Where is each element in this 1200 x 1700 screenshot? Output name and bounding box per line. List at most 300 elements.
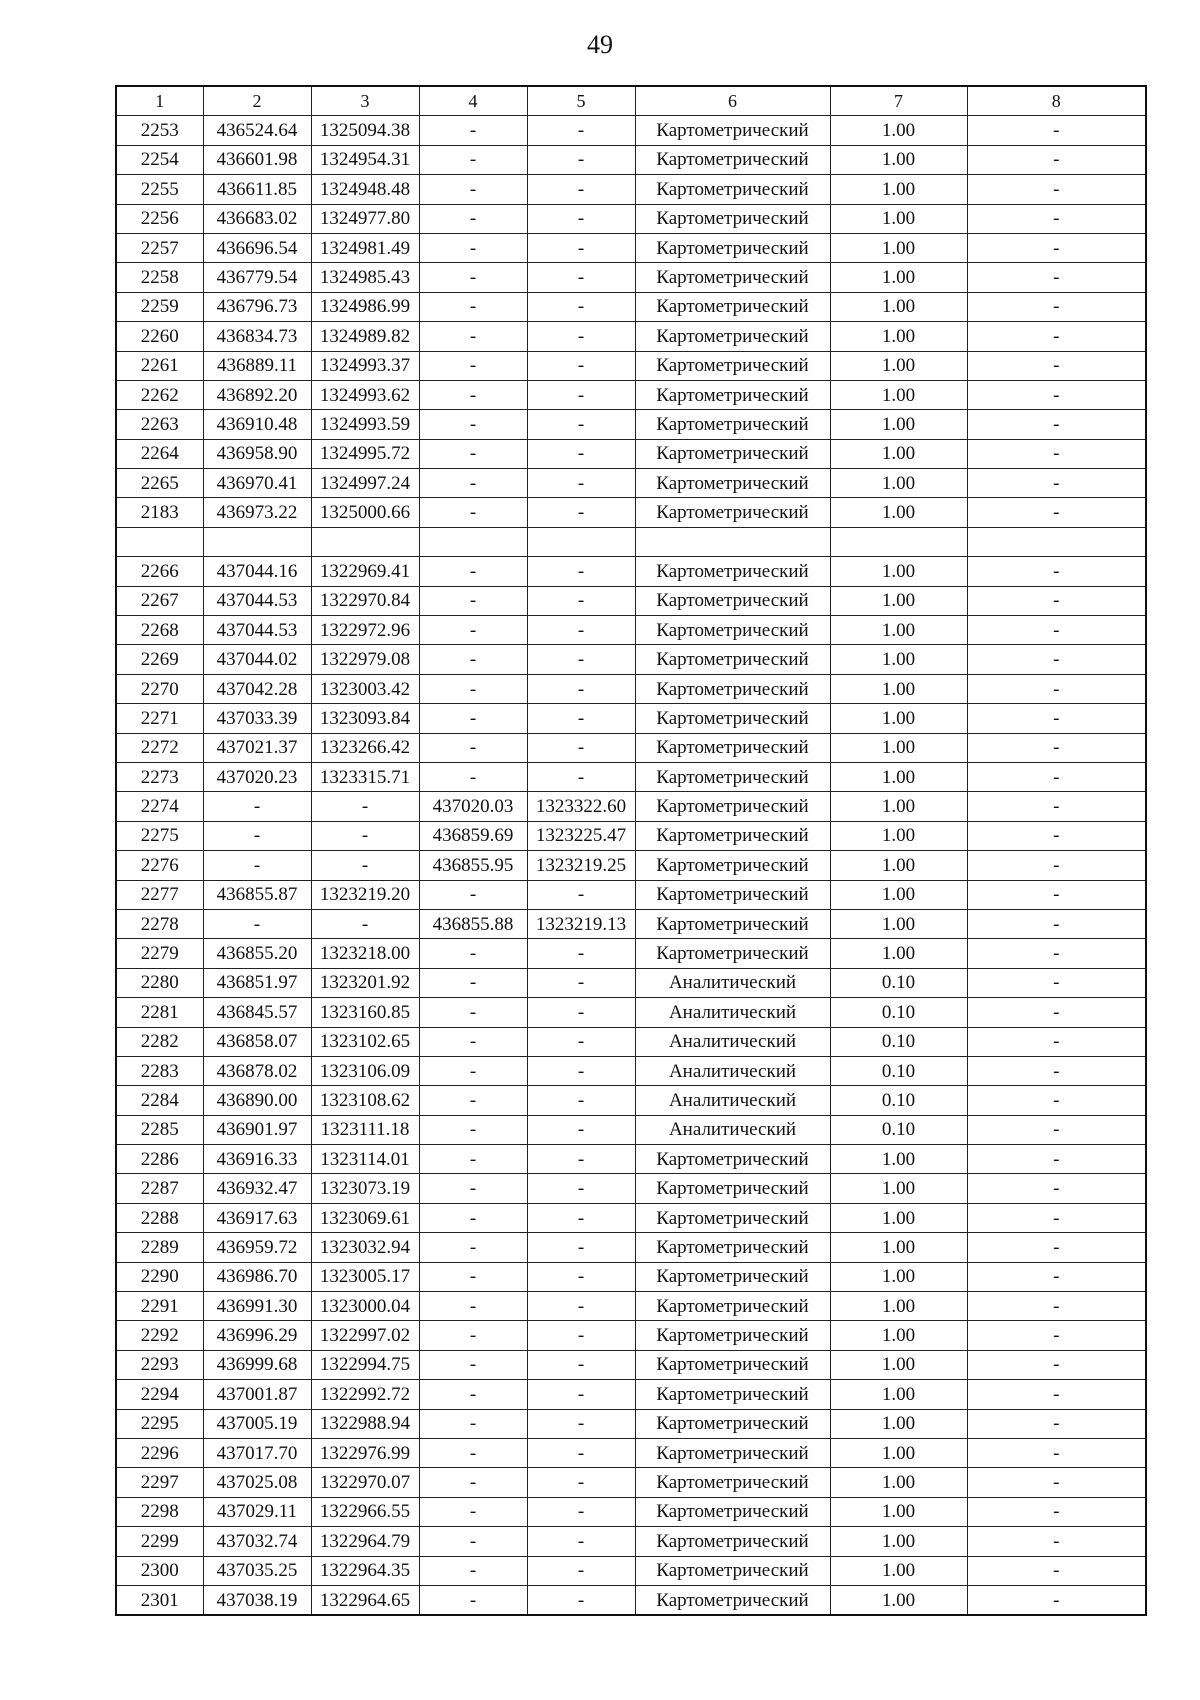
x-coordinate-cell: 436855.87 [203, 880, 311, 909]
x-coordinate-cell: 436683.02 [203, 204, 311, 233]
method-cell: Картометрический [635, 616, 830, 645]
y-coordinate-cell: 1323000.04 [311, 1292, 419, 1321]
y-coordinate-alt-cell: - [527, 1086, 635, 1115]
x-coordinate-cell: 436996.29 [203, 1321, 311, 1350]
table-row [116, 1350, 1146, 1379]
y-coordinate-alt-cell: - [527, 1321, 635, 1350]
y-coordinate-cell: - [311, 821, 419, 850]
table-row [116, 469, 1146, 498]
description-cell: - [967, 616, 1146, 645]
coordinates-table [115, 85, 1147, 1616]
accuracy-cell: 1.00 [830, 645, 967, 674]
x-coordinate-cell: 436986.70 [203, 1262, 311, 1291]
x-coordinate-alt-cell: - [419, 1262, 527, 1291]
point-number-cell: 2288 [116, 1203, 203, 1232]
x-coordinate-cell: 436973.22 [203, 498, 311, 527]
method-cell: Аналитический [635, 1115, 830, 1144]
description-cell: - [967, 1556, 1146, 1585]
accuracy-cell: 1.00 [830, 674, 967, 703]
y-coordinate-alt-cell: - [527, 674, 635, 703]
table-row [116, 1027, 1146, 1056]
table-row [116, 968, 1146, 997]
y-coordinate-alt-cell: - [527, 145, 635, 174]
y-coordinate-alt-cell: - [527, 1115, 635, 1144]
column-header: 5 [527, 86, 635, 116]
x-coordinate-cell: - [203, 792, 311, 821]
description-cell: - [967, 380, 1146, 409]
table-row [116, 1585, 1146, 1615]
x-coordinate-alt-cell: - [419, 880, 527, 909]
method-cell: Картометрический [635, 469, 830, 498]
description-cell: - [967, 880, 1146, 909]
point-number-cell: 2256 [116, 204, 203, 233]
x-coordinate-alt-cell: - [419, 322, 527, 351]
point-number-cell: 2294 [116, 1380, 203, 1409]
table-row [116, 292, 1146, 321]
x-coordinate-cell: 436779.54 [203, 263, 311, 292]
y-coordinate-cell: 1323218.00 [311, 939, 419, 968]
x-coordinate-alt-cell: - [419, 1497, 527, 1526]
point-number-cell: 2262 [116, 380, 203, 409]
method-cell: Картометрический [635, 645, 830, 674]
point-number-cell: 2287 [116, 1174, 203, 1203]
table-row [116, 1468, 1146, 1497]
point-number-cell: 2266 [116, 557, 203, 586]
description-cell: - [967, 557, 1146, 586]
y-coordinate-alt-cell: - [527, 968, 635, 997]
y-coordinate-cell [311, 527, 419, 556]
accuracy-cell: 1.00 [830, 733, 967, 762]
description-cell: - [967, 1262, 1146, 1291]
method-cell: Картометрический [635, 851, 830, 880]
table-row [116, 439, 1146, 468]
table-row [116, 145, 1146, 174]
accuracy-cell: 1.00 [830, 1380, 967, 1409]
y-coordinate-alt-cell: - [527, 1468, 635, 1497]
x-coordinate-cell: 436890.00 [203, 1086, 311, 1115]
y-coordinate-cell: 1324986.99 [311, 292, 419, 321]
point-number-cell: 2291 [116, 1292, 203, 1321]
accuracy-cell: 1.00 [830, 1409, 967, 1438]
x-coordinate-alt-cell: - [419, 1027, 527, 1056]
method-cell: Картометрический [635, 1438, 830, 1467]
x-coordinate-cell: 436611.85 [203, 175, 311, 204]
accuracy-cell: 1.00 [830, 292, 967, 321]
column-header: 2 [203, 86, 311, 116]
accuracy-cell: 1.00 [830, 322, 967, 351]
method-cell: Картометрический [635, 380, 830, 409]
y-coordinate-alt-cell: - [527, 263, 635, 292]
method-cell: Картометрический [635, 1233, 830, 1262]
table-row [116, 851, 1146, 880]
y-coordinate-alt-cell: - [527, 1056, 635, 1085]
description-cell: - [967, 704, 1146, 733]
x-coordinate-alt-cell: - [419, 1233, 527, 1262]
point-number-cell: 2254 [116, 145, 203, 174]
point-number-cell: 2283 [116, 1056, 203, 1085]
point-number-cell: 2261 [116, 351, 203, 380]
table-row [116, 175, 1146, 204]
column-header: 1 [116, 86, 203, 116]
y-coordinate-alt-cell: 1323225.47 [527, 821, 635, 850]
description-cell: - [967, 733, 1146, 762]
table-row [116, 616, 1146, 645]
x-coordinate-alt-cell: - [419, 351, 527, 380]
method-cell: Картометрический [635, 821, 830, 850]
x-coordinate-cell: 436958.90 [203, 439, 311, 468]
description-cell: - [967, 851, 1146, 880]
y-coordinate-alt-cell: - [527, 351, 635, 380]
x-coordinate-alt-cell: - [419, 1145, 527, 1174]
table-row [116, 1497, 1146, 1526]
accuracy-cell: 1.00 [830, 145, 967, 174]
x-coordinate-alt-cell: - [419, 645, 527, 674]
point-number-cell: 2279 [116, 939, 203, 968]
point-number-cell: 2300 [116, 1556, 203, 1585]
table-row [116, 1233, 1146, 1262]
x-coordinate-cell: 436878.02 [203, 1056, 311, 1085]
description-cell: - [967, 674, 1146, 703]
x-coordinate-alt-cell: - [419, 998, 527, 1027]
x-coordinate-cell: 437033.39 [203, 704, 311, 733]
y-coordinate-alt-cell: - [527, 1556, 635, 1585]
method-cell: Картометрический [635, 1145, 830, 1174]
x-coordinate-alt-cell: - [419, 410, 527, 439]
y-coordinate-alt-cell: - [527, 1027, 635, 1056]
accuracy-cell: 1.00 [830, 1233, 967, 1262]
x-coordinate-alt-cell: - [419, 1527, 527, 1556]
description-cell: - [967, 1497, 1146, 1526]
table-row [116, 1056, 1146, 1085]
description-cell: - [967, 116, 1146, 145]
accuracy-cell: 1.00 [830, 1174, 967, 1203]
description-cell: - [967, 1145, 1146, 1174]
accuracy-cell: 1.00 [830, 939, 967, 968]
column-header: 4 [419, 86, 527, 116]
x-coordinate-cell: 437044.53 [203, 616, 311, 645]
method-cell: Аналитический [635, 998, 830, 1027]
point-number-cell: 2255 [116, 175, 203, 204]
y-coordinate-cell: 1323111.18 [311, 1115, 419, 1144]
x-coordinate-alt-cell: - [419, 469, 527, 498]
y-coordinate-alt-cell: - [527, 204, 635, 233]
y-coordinate-cell: 1322979.08 [311, 645, 419, 674]
table-row [116, 674, 1146, 703]
point-number-cell: 2290 [116, 1262, 203, 1291]
x-coordinate-cell: 436796.73 [203, 292, 311, 321]
y-coordinate-cell: 1322992.72 [311, 1380, 419, 1409]
method-cell: Картометрический [635, 1556, 830, 1585]
y-coordinate-alt-cell: - [527, 1409, 635, 1438]
table-row [116, 263, 1146, 292]
y-coordinate-alt-cell: - [527, 1292, 635, 1321]
accuracy-cell: 1.00 [830, 909, 967, 938]
accuracy-cell: 0.10 [830, 998, 967, 1027]
point-number-cell: 2293 [116, 1350, 203, 1379]
x-coordinate-cell: 436932.47 [203, 1174, 311, 1203]
accuracy-cell: 1.00 [830, 586, 967, 615]
x-coordinate-cell: 436910.48 [203, 410, 311, 439]
table-row [116, 880, 1146, 909]
point-number-cell: 2273 [116, 762, 203, 791]
y-coordinate-cell: 1323160.85 [311, 998, 419, 1027]
x-coordinate-alt-cell: - [419, 1174, 527, 1203]
method-cell: Картометрический [635, 439, 830, 468]
point-number-cell: 2289 [116, 1233, 203, 1262]
x-coordinate-cell: 437035.25 [203, 1556, 311, 1585]
y-coordinate-cell: 1323108.62 [311, 1086, 419, 1115]
point-number-cell: 2253 [116, 116, 203, 145]
y-coordinate-cell: 1324993.37 [311, 351, 419, 380]
accuracy-cell: 1.00 [830, 1438, 967, 1467]
point-number-cell: 2280 [116, 968, 203, 997]
method-cell: Картометрический [635, 263, 830, 292]
method-cell: Картометрический [635, 410, 830, 439]
table-row [116, 1115, 1146, 1144]
accuracy-cell: 1.00 [830, 233, 967, 262]
point-number-cell: 2183 [116, 498, 203, 527]
point-number-cell: 2298 [116, 1497, 203, 1526]
table-row [116, 1556, 1146, 1585]
method-cell: Картометрический [635, 292, 830, 321]
table-row [116, 527, 1146, 556]
method-cell [635, 527, 830, 556]
y-coordinate-alt-cell: - [527, 733, 635, 762]
y-coordinate-alt-cell: - [527, 175, 635, 204]
description-cell: - [967, 586, 1146, 615]
accuracy-cell: 1.00 [830, 351, 967, 380]
table-row [116, 351, 1146, 380]
description-cell: - [967, 939, 1146, 968]
point-number-cell: 2284 [116, 1086, 203, 1115]
table-row [116, 645, 1146, 674]
point-number-cell: 2275 [116, 821, 203, 850]
y-coordinate-alt-cell: - [527, 939, 635, 968]
x-coordinate-cell: 436858.07 [203, 1027, 311, 1056]
x-coordinate-cell: 436917.63 [203, 1203, 311, 1232]
table-header-row [116, 86, 1146, 116]
point-number-cell: 2271 [116, 704, 203, 733]
table-row [116, 1527, 1146, 1556]
table-body [116, 116, 1146, 1615]
x-coordinate-alt-cell: - [419, 1409, 527, 1438]
x-coordinate-cell: 436959.72 [203, 1233, 311, 1262]
method-cell: Картометрический [635, 1409, 830, 1438]
accuracy-cell: 1.00 [830, 410, 967, 439]
description-cell: - [967, 204, 1146, 233]
point-number-cell: 2257 [116, 233, 203, 262]
point-number-cell: 2296 [116, 1438, 203, 1467]
method-cell: Картометрический [635, 145, 830, 174]
table-row [116, 322, 1146, 351]
point-number-cell: 2259 [116, 292, 203, 321]
x-coordinate-alt-cell: - [419, 1585, 527, 1615]
y-coordinate-alt-cell: - [527, 1438, 635, 1467]
description-cell: - [967, 792, 1146, 821]
y-coordinate-alt-cell: - [527, 498, 635, 527]
x-coordinate-cell [203, 527, 311, 556]
description-cell: - [967, 410, 1146, 439]
point-number-cell: 2264 [116, 439, 203, 468]
description-cell: - [967, 351, 1146, 380]
table-row [116, 704, 1146, 733]
accuracy-cell: 0.10 [830, 1056, 967, 1085]
accuracy-cell: 1.00 [830, 439, 967, 468]
point-number-cell: 2278 [116, 909, 203, 938]
x-coordinate-alt-cell: - [419, 1438, 527, 1467]
x-coordinate-alt-cell: - [419, 498, 527, 527]
y-coordinate-alt-cell: - [527, 116, 635, 145]
method-cell: Картометрический [635, 1174, 830, 1203]
description-cell: - [967, 1585, 1146, 1615]
x-coordinate-alt-cell [419, 527, 527, 556]
method-cell: Картометрический [635, 498, 830, 527]
x-coordinate-cell: 436851.97 [203, 968, 311, 997]
y-coordinate-cell: 1324989.82 [311, 322, 419, 351]
y-coordinate-cell: 1325094.38 [311, 116, 419, 145]
description-cell: - [967, 1027, 1146, 1056]
table-row [116, 1203, 1146, 1232]
x-coordinate-cell: 436901.97 [203, 1115, 311, 1144]
y-coordinate-cell: 1325000.66 [311, 498, 419, 527]
y-coordinate-alt-cell: - [527, 233, 635, 262]
table-row [116, 233, 1146, 262]
y-coordinate-cell: - [311, 851, 419, 880]
table-row [116, 586, 1146, 615]
y-coordinate-cell: 1323201.92 [311, 968, 419, 997]
x-coordinate-cell: 437038.19 [203, 1585, 311, 1615]
y-coordinate-cell: 1323219.20 [311, 880, 419, 909]
description-cell: - [967, 821, 1146, 850]
table-row [116, 939, 1146, 968]
y-coordinate-cell: 1324995.72 [311, 439, 419, 468]
accuracy-cell: 1.00 [830, 1497, 967, 1526]
y-coordinate-cell: 1323005.17 [311, 1262, 419, 1291]
description-cell [967, 527, 1146, 556]
table-row [116, 1262, 1146, 1291]
point-number-cell: 2301 [116, 1585, 203, 1615]
y-coordinate-cell: 1324981.49 [311, 233, 419, 262]
table-row [116, 762, 1146, 791]
x-coordinate-cell: 436696.54 [203, 233, 311, 262]
description-cell: - [967, 1380, 1146, 1409]
y-coordinate-alt-cell: - [527, 469, 635, 498]
method-cell: Картометрический [635, 1350, 830, 1379]
y-coordinate-cell: - [311, 909, 419, 938]
x-coordinate-alt-cell: - [419, 762, 527, 791]
accuracy-cell: 1.00 [830, 116, 967, 145]
table-row [116, 1145, 1146, 1174]
description-cell: - [967, 1233, 1146, 1262]
y-coordinate-alt-cell: - [527, 1174, 635, 1203]
y-coordinate-cell: 1324993.59 [311, 410, 419, 439]
accuracy-cell: 1.00 [830, 1350, 967, 1379]
description-cell: - [967, 1292, 1146, 1321]
accuracy-cell: 1.00 [830, 469, 967, 498]
x-coordinate-alt-cell: - [419, 145, 527, 174]
x-coordinate-alt-cell: - [419, 704, 527, 733]
description-cell: - [967, 322, 1146, 351]
y-coordinate-alt-cell: - [527, 645, 635, 674]
method-cell: Картометрический [635, 909, 830, 938]
y-coordinate-alt-cell: 1323219.13 [527, 909, 635, 938]
y-coordinate-cell: 1322964.79 [311, 1527, 419, 1556]
y-coordinate-alt-cell: - [527, 380, 635, 409]
description-cell: - [967, 439, 1146, 468]
x-coordinate-cell: 436855.20 [203, 939, 311, 968]
accuracy-cell: 1.00 [830, 1292, 967, 1321]
x-coordinate-alt-cell: 436855.95 [419, 851, 527, 880]
table-row [116, 1174, 1146, 1203]
point-number-cell: 2286 [116, 1145, 203, 1174]
column-header: 3 [311, 86, 419, 116]
x-coordinate-cell: 437017.70 [203, 1438, 311, 1467]
y-coordinate-alt-cell: - [527, 1497, 635, 1526]
description-cell: - [967, 175, 1146, 204]
point-number-cell: 2258 [116, 263, 203, 292]
method-cell: Картометрический [635, 1468, 830, 1497]
y-coordinate-cell: 1323073.19 [311, 1174, 419, 1203]
method-cell: Картометрический [635, 792, 830, 821]
y-coordinate-alt-cell: 1323219.25 [527, 851, 635, 880]
accuracy-cell: 1.00 [830, 762, 967, 791]
point-number-cell: 2272 [116, 733, 203, 762]
x-coordinate-alt-cell: - [419, 263, 527, 292]
x-coordinate-alt-cell: - [419, 439, 527, 468]
accuracy-cell: 1.00 [830, 1468, 967, 1497]
accuracy-cell: 1.00 [830, 616, 967, 645]
x-coordinate-alt-cell: - [419, 233, 527, 262]
description-cell: - [967, 762, 1146, 791]
description-cell: - [967, 1350, 1146, 1379]
accuracy-cell: 1.00 [830, 1262, 967, 1291]
point-number-cell: 2285 [116, 1115, 203, 1144]
x-coordinate-alt-cell: - [419, 1380, 527, 1409]
accuracy-cell: 0.10 [830, 1027, 967, 1056]
x-coordinate-cell: 436601.98 [203, 145, 311, 174]
x-coordinate-cell: 436999.68 [203, 1350, 311, 1379]
method-cell: Аналитический [635, 1056, 830, 1085]
accuracy-cell: 0.10 [830, 1086, 967, 1115]
x-coordinate-cell: 436916.33 [203, 1145, 311, 1174]
table-row [116, 1438, 1146, 1467]
x-coordinate-alt-cell: - [419, 674, 527, 703]
description-cell: - [967, 1527, 1146, 1556]
accuracy-cell: 1.00 [830, 175, 967, 204]
method-cell: Картометрический [635, 880, 830, 909]
y-coordinate-alt-cell: - [527, 322, 635, 351]
table-row [116, 116, 1146, 145]
y-coordinate-alt-cell: - [527, 1233, 635, 1262]
x-coordinate-alt-cell: - [419, 116, 527, 145]
description-cell: - [967, 1174, 1146, 1203]
y-coordinate-cell: 1324997.24 [311, 469, 419, 498]
accuracy-cell: 1.00 [830, 880, 967, 909]
accuracy-cell: 1.00 [830, 498, 967, 527]
method-cell: Картометрический [635, 175, 830, 204]
accuracy-cell: 1.00 [830, 1203, 967, 1232]
x-coordinate-cell: 437044.02 [203, 645, 311, 674]
accuracy-cell: 1.00 [830, 1556, 967, 1585]
y-coordinate-alt-cell: - [527, 292, 635, 321]
description-cell: - [967, 998, 1146, 1027]
accuracy-cell: 1.00 [830, 704, 967, 733]
method-cell: Картометрический [635, 1380, 830, 1409]
method-cell: Картометрический [635, 1292, 830, 1321]
x-coordinate-cell: 437042.28 [203, 674, 311, 703]
y-coordinate-alt-cell: - [527, 586, 635, 615]
table-row [116, 1409, 1146, 1438]
